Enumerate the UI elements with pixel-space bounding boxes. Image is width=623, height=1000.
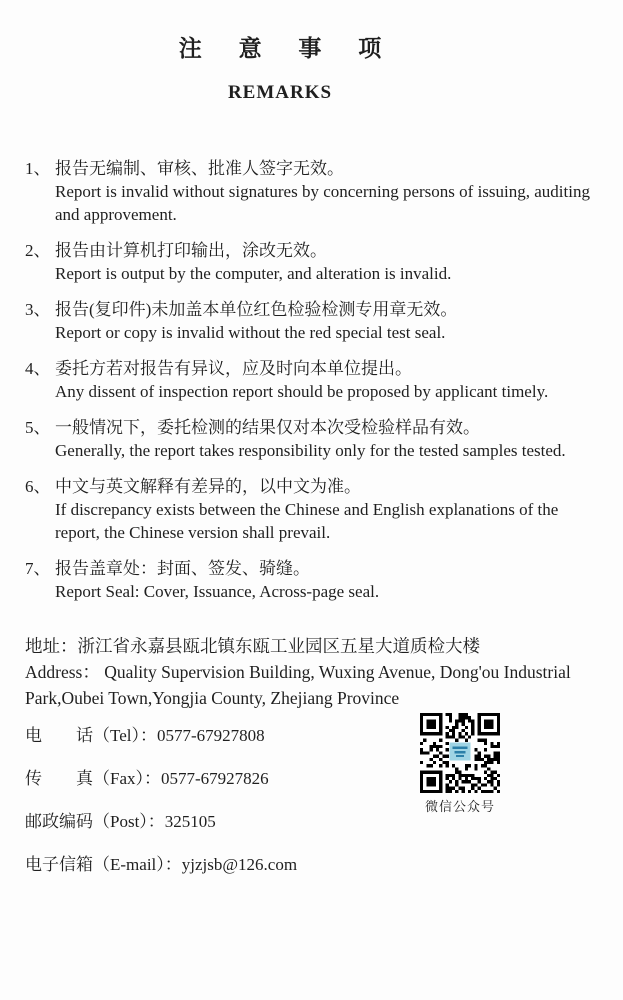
wechat-qr-block (420, 713, 500, 815)
fax-label: 传 真（Fax）： (25, 769, 161, 788)
remark-number: 3、 (25, 300, 51, 319)
remark-number: 4、 (25, 359, 51, 378)
remark-number: 7、 (25, 559, 51, 578)
remarks-list (25, 157, 590, 603)
remark-number: 5、 (25, 418, 51, 437)
remark-text-zh: 中文与英文解释有差异的，以中文为准。 (55, 477, 361, 496)
address-chinese: 地址：浙江省永嘉县瓯北镇东瓯工业园区五星大道质检大楼 (25, 636, 480, 656)
remark-text-zh: 报告盖章处：封面、签发、骑缝。 (55, 559, 310, 578)
contact-row-fax (25, 768, 590, 790)
remark-item-3 (25, 298, 590, 344)
remark-item-5 (25, 416, 590, 462)
remark-item-1 (25, 157, 590, 226)
contact-row-email (25, 854, 590, 876)
remark-item-4 (25, 357, 590, 403)
remark-text-en: Any dissent of inspection report should be proposed by applicant timely. (55, 382, 549, 401)
remark-number: 1、 (25, 159, 51, 178)
remark-item-6 (25, 475, 590, 544)
post-value: 325105 (164, 812, 216, 831)
contact-row-tel (25, 725, 590, 747)
address-block (25, 633, 590, 711)
remark-text-en: Generally, the report takes responsibility only for the tested samples tested. (55, 441, 566, 460)
remark-text-zh: 委托方若对报告有异议，应及时向本单位提出。 (55, 359, 412, 378)
page-header (25, 36, 535, 104)
remark-text-en: Report or copy is invalid without the red special test seal. (55, 323, 446, 342)
remark-text-zh: 报告由计算机打印输出，涂改无效。 (55, 241, 327, 260)
tel-label: 电 话（Tel）： (25, 726, 157, 745)
remark-text-en: Report is invalid without signatures by concerning persons of issuing, auditing and approvement. (55, 182, 590, 224)
contact-row-post (25, 811, 590, 833)
remark-text-zh: 报告(复印件)未加盖本单位红色检验检测专用章无效。 (55, 300, 458, 319)
remark-number: 6、 (25, 477, 51, 496)
wechat-qr-caption: 微信公众号 (424, 799, 495, 814)
remark-item-2 (25, 239, 590, 285)
remark-number: 2、 (25, 241, 51, 260)
address-english: Address： Quality Supervision Building, Wuxing Avenue, Dong'ou Industrial Park,Oubei Town,Yongjia County, Zhejiang Province (25, 662, 571, 708)
contact-list (25, 725, 590, 876)
tel-value: 0577-67927808 (156, 726, 265, 745)
page-title-chinese: 注意事项 (178, 36, 418, 61)
remark-text-en: Report is output by the computer, and alteration is invalid. (55, 264, 452, 283)
post-label: 邮政编码（Post）： (25, 812, 165, 831)
email-label: 电子信箱（E-mail）： (25, 855, 182, 874)
remark-text-en: If discrepancy exists between the Chinese and English explanations of the report, the Chinese version shall prevail. (55, 500, 559, 542)
remark-text-en: Report Seal: Cover, Issuance, Across-page seal. (55, 582, 380, 601)
wechat-qr-code-icon (420, 713, 500, 793)
email-value: yjzjsb@126.com (181, 855, 298, 874)
remark-text-zh: 一般情况下，委托检测的结果仅对本次受检验样品有效。 (55, 418, 480, 437)
contact-footer (25, 725, 590, 876)
page-title-english: REMARKS (227, 82, 333, 103)
fax-value: 0577-67927826 (161, 769, 269, 788)
remark-item-7 (25, 557, 590, 603)
remark-text-zh: 报告无编制、审核、批准人签字无效。 (55, 159, 344, 178)
